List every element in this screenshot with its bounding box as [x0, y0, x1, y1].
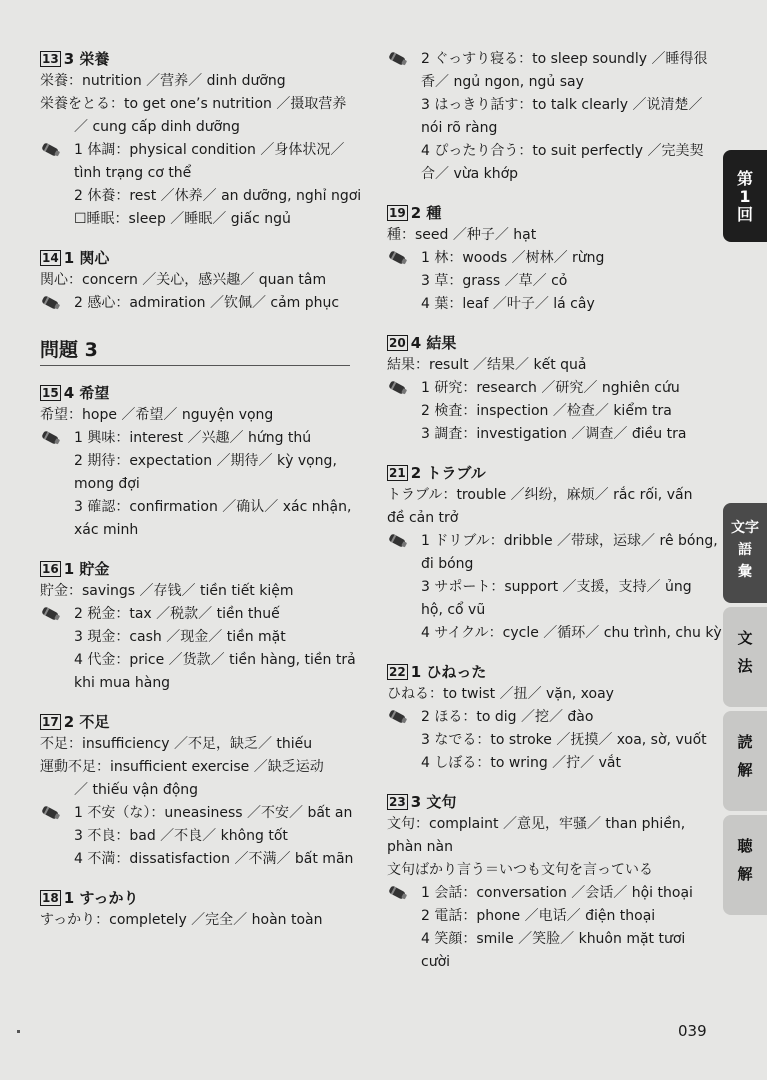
line-text: 4 しぼる：to wring ／拧／ vắt [421, 755, 621, 771]
line-text: 3 不良：bad ／不良／ không tốt [74, 828, 288, 844]
line-text: 3 調査：investigation ／调查／ điều tra [421, 426, 687, 442]
line-text: 4 代金：price ／货款／ tiền hàng, tiền trả [74, 652, 356, 668]
continuation-line [387, 117, 707, 140]
option-line [40, 649, 360, 672]
continuation-line [40, 116, 360, 139]
entry-heading [40, 887, 360, 909]
line-text: 3 なでる：to stroke ／抚摸／ xoa, sờ, vuốt [421, 732, 707, 748]
pencil-icon [40, 606, 62, 620]
question-number: 19 [389, 206, 406, 220]
line-text: tình trạng cơ thể [74, 165, 192, 181]
left-column [40, 48, 360, 932]
line-text: 2 電話：phone ／电话／ điện thoại [421, 908, 656, 924]
answer-heading: 4 希望 [63, 384, 110, 402]
entry-heading [40, 711, 360, 733]
option-line [387, 377, 707, 400]
line-text: 1 不安（な）：uneasiness ／不安／ bất an [74, 805, 353, 821]
continuation-line [387, 71, 707, 94]
pencil-icon [40, 430, 62, 444]
definition-line [387, 683, 707, 706]
definition-line [40, 404, 360, 427]
option-line [387, 140, 707, 163]
definition-line [40, 909, 360, 932]
continuation-line [387, 163, 707, 186]
line-text: nói rõ ràng [421, 120, 498, 136]
option-line [40, 496, 360, 519]
page-number: 039 [678, 1022, 707, 1040]
line-text: 文句：complaint ／意见，牢骚／ than phiền, [387, 816, 686, 832]
answer-heading: 4 結果 [410, 334, 457, 352]
continuation-line [40, 672, 360, 695]
option-line [387, 423, 707, 446]
line-text: 2 税金：tax ／税款／ tiền thuế [74, 606, 280, 622]
line-text: 2 ほる：to dig ／挖／ đào [421, 709, 594, 725]
line-text: 4 不満：dissatisfaction ／不满／ bất mãn [74, 851, 354, 867]
line-text: xác minh [74, 522, 139, 538]
entry-heading [387, 791, 707, 813]
question-number: 16 [42, 562, 59, 576]
pencil-icon [387, 380, 409, 394]
line-text: cười [421, 954, 451, 970]
line-text: 種：seed ／种子／ hạt [387, 227, 537, 243]
answer-heading: 2 トラブル [410, 464, 486, 482]
line-text: 1 体調：physical condition ／身体状况／ [74, 142, 345, 158]
option-line [387, 530, 718, 553]
answer-heading: 1 すっかり [63, 889, 139, 907]
entry-heading [40, 247, 360, 269]
question-number: 14 [42, 251, 59, 265]
line-text: 結果：result ／结果／ kết quả [387, 357, 587, 373]
line-text: khi mua hàng [74, 675, 171, 691]
option-line [387, 752, 707, 775]
continuation-line [40, 162, 360, 185]
continuation-line [387, 553, 707, 576]
pencil-icon [387, 533, 409, 547]
pencil-icon [40, 295, 62, 309]
line-text: 運動不足：insufficient exercise ／缺乏运动 [40, 759, 324, 775]
answer-heading: 3 栄養 [63, 50, 110, 68]
definition-line [40, 756, 360, 779]
line-text: すっかり：completely ／完全／ hoàn toàn [40, 912, 323, 928]
question-number: 13 [42, 52, 59, 66]
entry-heading [387, 661, 707, 683]
question-number: 20 [389, 336, 406, 350]
option-line [40, 450, 360, 473]
answer-heading: 1 関心 [63, 249, 110, 267]
entry-heading [40, 382, 360, 404]
section-tab-2[interactable]: 読 解 [723, 711, 767, 811]
entry-heading [40, 48, 360, 70]
answer-heading: 1 ひねった [410, 663, 487, 681]
option-line [387, 706, 707, 729]
option-line [387, 293, 707, 316]
option-line [387, 622, 722, 645]
line-text: 栄養をとる：to get one’s nutrition ／摄取营养 [40, 96, 347, 112]
line-text: 3 サポート：support ／支援，支持／ ủng [421, 579, 692, 595]
definition-line [40, 93, 360, 116]
option-line [40, 848, 360, 871]
line-text: mong đợi [74, 476, 140, 492]
definition-line [387, 484, 707, 507]
definition-line [387, 354, 707, 377]
line-text: 4 サイクル：cycle ／循环／ chu trình, chu kỳ [421, 625, 722, 641]
line-text: hộ, cổ vũ [421, 602, 486, 618]
line-text: 1 林：woods ／树林／ rừng [421, 250, 605, 266]
option-line [40, 802, 360, 825]
line-text: 文句ばかり言う＝いつも文句を言っている [387, 862, 653, 878]
line-text: 1 研究：research ／研究／ nghiên cứu [421, 380, 680, 396]
definition-line [40, 269, 360, 292]
line-text: 合／ vừa khớp [421, 166, 519, 182]
continuation-line [387, 599, 707, 622]
continuation-line [40, 473, 360, 496]
line-text: 4 葉：leaf ／叶子／ lá cây [421, 296, 595, 312]
pencil-icon [40, 805, 62, 819]
right-column [387, 48, 722, 974]
line-text: ひねる：to twist ／扭／ vặn, xoay [387, 686, 614, 702]
pencil-icon [387, 885, 409, 899]
line-text: 3 はっきり話す：to talk clearly ／说清楚／ [421, 97, 703, 113]
line-text: 2 感心：admiration ／钦佩／ cảm phục [74, 295, 340, 311]
pencil-icon [387, 709, 409, 723]
entry-heading [387, 332, 707, 354]
answer-heading: 2 不足 [63, 713, 110, 731]
line-text: 香／ ngủ ngon, ngủ say [421, 74, 584, 90]
question-number: 23 [389, 795, 406, 809]
option-line [387, 729, 707, 752]
definition-line [40, 580, 360, 603]
option-line [387, 400, 707, 423]
definition-line [387, 224, 707, 247]
answer-heading: 2 種 [410, 204, 442, 222]
section-tab-0[interactable]: 文字 語 彙 [723, 503, 767, 603]
entry-heading [387, 202, 707, 224]
line-text: 1 興味：interest ／兴趣／ hứng thú [74, 430, 312, 446]
question-number: 22 [389, 665, 406, 679]
line-text: ／ cung cấp dinh dưỡng [74, 119, 240, 135]
definition-line [387, 813, 707, 836]
line-text: 1 会話：conversation ／会话／ hội thoại [421, 885, 693, 901]
line-text: 栄養：nutrition ／营养／ dinh dưỡng [40, 73, 286, 89]
option-line [387, 94, 707, 117]
line-text: 3 現金：cash ／现金／ tiền mặt [74, 629, 286, 645]
option-line [40, 427, 360, 450]
continuation-line [387, 951, 707, 974]
pencil-icon [387, 250, 409, 264]
definition-line [40, 733, 360, 756]
option-line [40, 185, 360, 208]
line-text: 希望：hope ／希望／ nguyện vọng [40, 407, 274, 423]
option-line [40, 139, 360, 162]
line-text: 1 ドリブル：dribble ／带球，运球／ rê bóng, [421, 533, 718, 549]
answer-heading: 3 文句 [410, 793, 457, 811]
line-text: トラブル：trouble ／纠纷，麻烦／ rắc rối, vấn [387, 487, 693, 503]
option-line [40, 208, 360, 231]
line-text: ／ thiếu vận động [74, 782, 199, 798]
section-title: 問題 3 [40, 337, 350, 366]
question-number: 17 [42, 715, 59, 729]
question-number: 15 [42, 386, 59, 400]
option-line [40, 603, 360, 626]
line-text: đề cản trở [387, 510, 459, 526]
definition-line [387, 859, 707, 882]
question-number: 18 [42, 891, 59, 905]
answer-heading: 1 貯金 [63, 560, 110, 578]
option-line [387, 882, 707, 905]
line-text: 3 確認：confirmation ／确认／ xác nhận, [74, 499, 352, 515]
option-line [387, 928, 707, 951]
line-text: 関心：concern ／关心，感兴趣／ quan tâm [40, 272, 327, 288]
option-line [40, 825, 360, 848]
line-text: phàn nàn [387, 839, 453, 855]
question-number: 21 [389, 466, 406, 480]
definition-line [40, 70, 360, 93]
entry-heading [40, 558, 360, 580]
line-text: 3 草：grass ／草／ cỏ [421, 273, 568, 289]
definition-line [387, 507, 707, 530]
continuation-line [40, 519, 360, 542]
option-line [40, 292, 360, 315]
option-line [387, 247, 707, 270]
line-text: 2 期待：expectation ／期待／ kỳ vọng, [74, 453, 337, 469]
line-text: 2 ぐっすり寝る：to sleep soundly ／睡得很 [421, 51, 708, 67]
line-text: 不足：insufficiency ／不足，缺乏／ thiếu [40, 736, 313, 752]
continuation-line [40, 779, 360, 802]
pencil-icon [387, 51, 409, 65]
option-line [387, 48, 707, 71]
line-text: 2 検査：inspection ／检查／ kiểm tra [421, 403, 672, 419]
line-text: 2 休養：rest ／休养／ an dưỡng, nghỉ ngơi [74, 188, 362, 204]
entry-heading [387, 462, 707, 484]
option-line [387, 576, 707, 599]
option-line [40, 626, 360, 649]
margin-mark [17, 1030, 20, 1033]
line-text: ☐睡眠：sleep ／睡眠／ giấc ngủ [74, 211, 291, 227]
round-tab[interactable]: 第 1 回 [723, 150, 767, 242]
definition-line [387, 836, 707, 859]
section-tab-1[interactable]: 文 法 [723, 607, 767, 707]
line-text: 貯金：savings ／存钱／ tiền tiết kiệm [40, 583, 294, 599]
option-line [387, 905, 707, 928]
line-text: 4 笑顔：smile ／笑脸／ khuôn mặt tươi [421, 931, 686, 947]
pencil-icon [40, 142, 62, 156]
option-line [387, 270, 707, 293]
line-text: đi bóng [421, 556, 474, 572]
section-tab-3[interactable]: 聴 解 [723, 815, 767, 915]
line-text: 4 ぴったり合う：to suit perfectly ／完美契 [421, 143, 704, 159]
